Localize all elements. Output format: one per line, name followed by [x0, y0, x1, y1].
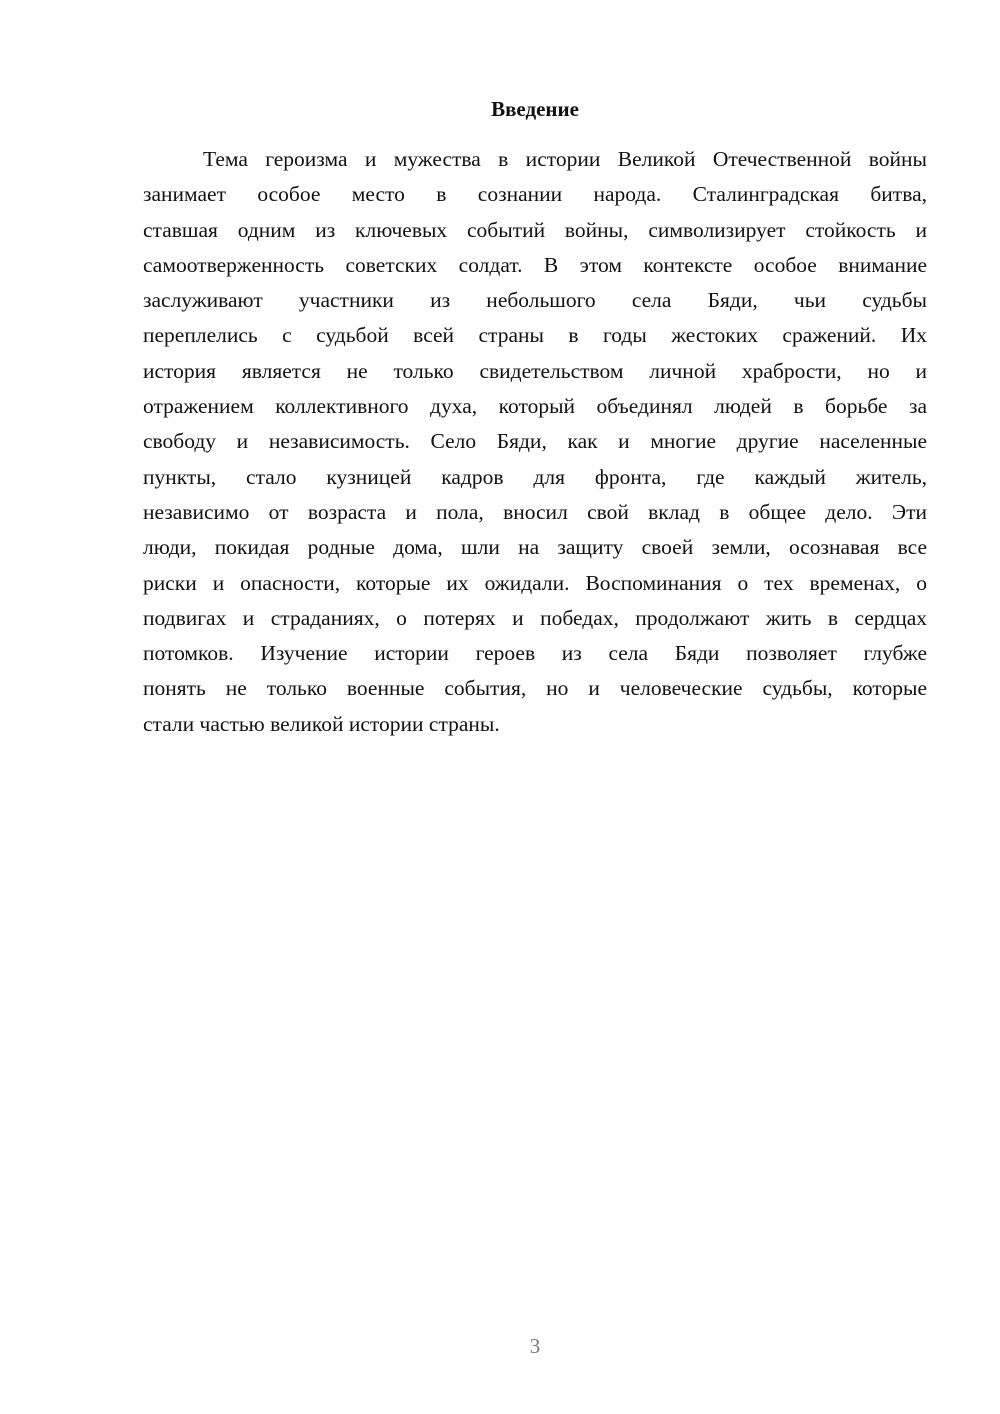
paragraph-line: заслуживают участники из небольшого села Бяди, чьи судьбы — [143, 288, 927, 313]
paragraph-line: независимо от возраста и пола, вносил свой вклад в общее дело. Эти — [143, 499, 927, 524]
paragraph-line: Тема героизма и мужества в истории Великой Отечественной войны — [203, 147, 927, 171]
paragraph-line: самоотверженность советских солдат. В этом контексте особое внимание — [143, 252, 927, 277]
paragraph-line: стали частью великой истории страны. — [143, 711, 500, 736]
paragraph-line: понять не только военные события, но и человеческие судьбы, которые — [143, 676, 927, 701]
paragraph-line: переплелись с судьбой всей страны в годы жестоких сражений. Их — [143, 323, 927, 348]
introduction-paragraph — [143, 142, 927, 742]
paragraph-line: подвигах и страданиях, о потерях и победах, продолжают жить в сердцах — [143, 605, 927, 630]
paragraph-line: ставшая одним из ключевых событий войны, символизирует стойкость и — [143, 217, 927, 242]
paragraph-line: риски и опасности, которые их ожидали. Воспоминания о тех временах, о — [143, 570, 927, 595]
section-heading: Введение — [491, 97, 579, 121]
paragraph-line: занимает особое место в сознании народа. Сталинградская битва, — [143, 182, 927, 207]
page-number: 3 — [529, 1334, 541, 1358]
paragraph-line: пункты, стало кузницей кадров для фронта, где каждый житель, — [143, 464, 927, 489]
paragraph-line: люди, покидая родные дома, шли на защиту своей земли, осознавая все — [143, 535, 927, 560]
paragraph-line: свободу и независимость. Село Бяди, как и многие другие населенные — [143, 429, 927, 454]
paragraph-line: отражением коллективного духа, который объединял людей в борьбе за — [143, 394, 927, 419]
paragraph-line: потомков. Изучение истории героев из села Бяди позволяет глубже — [143, 641, 927, 666]
paragraph-line: история является не только свидетельством личной храбрости, но и — [143, 358, 927, 383]
